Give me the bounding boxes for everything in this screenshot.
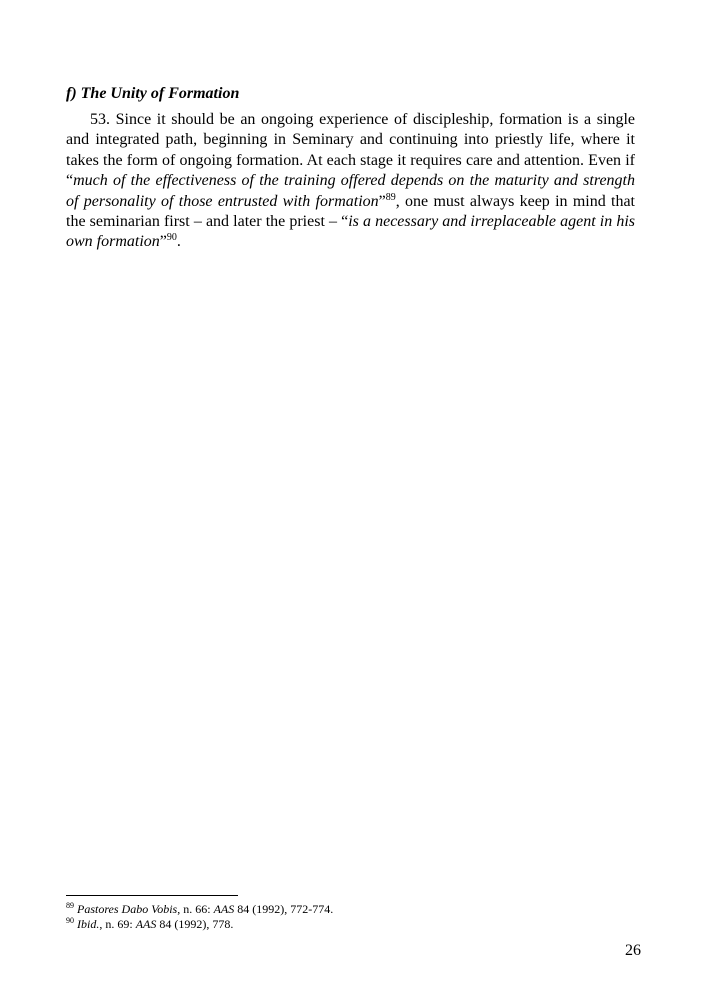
footnote-text: , n. 69: [99,917,136,931]
footnote-title: Pastores Dabo Vobis [77,902,178,916]
footnote-title: Ibid. [77,917,100,931]
footnote-item [66,917,635,932]
footnote-journal: AAS [213,902,235,916]
footnote-reference: 90 [166,232,177,244]
quoted-passage: much of the effectiveness of the training offered depends on the maturity and strength of personality of those entrusted with formation [66,172,635,210]
body-paragraph [66,110,635,253]
paragraph-number: 53. [90,111,110,128]
footnote-text: 84 (1992), 772-774. [234,902,334,916]
closing-quote: ” [159,233,167,251]
section-heading: f) The Unity of Formation [66,85,240,102]
footnote-number: 89 [66,901,74,910]
paragraph-end: . [176,233,181,251]
footnote-number: 90 [66,916,74,925]
closing-quote: ” [378,192,386,210]
paragraph-text: Since it should be an ongoing experience of discipleship, formation is a single and integrated path, beginning in Seminary and continuing into priestly life, where it takes the form of ongoing formation. At each stage it requires care and attention. Even if “ [66,111,636,190]
footnote-separator [66,895,238,896]
paragraph-text: , one must always keep in mind that the seminarian first – and later the priest – “ [66,192,635,231]
footnote-text: , n. 66: [177,902,214,916]
footnote-item [66,902,635,917]
footnotes [66,902,635,932]
page-number: 26 [625,942,641,959]
footnote-reference: 89 [385,191,396,203]
footnote-text: 84 (1992), 778. [156,917,234,931]
quoted-passage: is a necessary and irreplaceable agent in his own formation [66,213,636,251]
footnote-journal: AAS [135,917,157,931]
